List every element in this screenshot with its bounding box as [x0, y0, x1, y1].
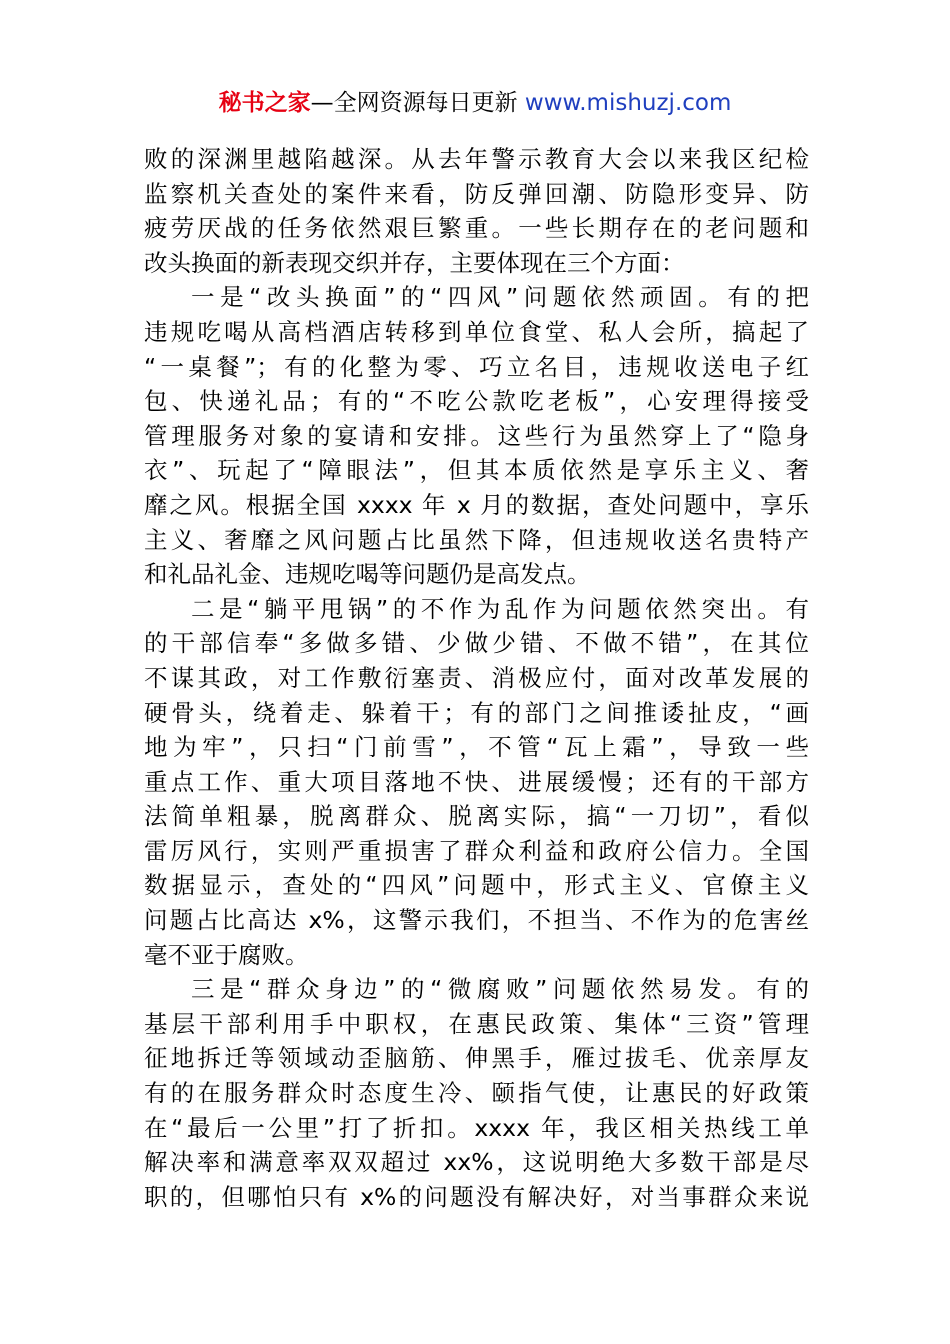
text-line: 在“最后一公里”打了折扣。xxxx 年，我区相关热线工单 [144, 1113, 809, 1142]
paragraph-2-start: 二是“躺平甩锅”的不作为乱作为问题依然突出。有 [191, 594, 809, 623]
text-line: 包、快递礼品；有的“不吃公款吃老板”，心安理得接受 [144, 387, 809, 416]
text-line: “一桌餐”；有的化整为零、巧立名目，违规收送电子红 [144, 352, 809, 381]
text-line: 职的，但哪怕只有 x%的问题没有解决好，对当事群众来说 [144, 1182, 809, 1211]
text-line: 主义、奢靡之风问题占比虽然下降，但违规收送名贵特产 [144, 525, 809, 554]
site-url-link[interactable]: www.mishuzj.com [524, 90, 732, 116]
text-line: 改头换面的新表现交织并存，主要体现在三个方面： [144, 248, 685, 277]
text-line: 地为牢”，只扫“门前雪”，不管“瓦上霜”，导致一些 [144, 733, 809, 762]
text-line: 违规吃喝从高档酒店转移到单位食堂、私人会所，搞起了 [144, 317, 809, 346]
paragraph-3-start: 三是“群众身边”的“微腐败”问题依然易发。有的 [191, 975, 809, 1004]
text-line: 法简单粗暴，脱离群众、脱离实际，搞“一刀切”，看似 [144, 802, 809, 831]
text-line: 重点工作、重大项目落地不快、进展缓慢；还有的干部方 [144, 767, 809, 796]
brand-name: 秘书之家 [218, 90, 311, 116]
text-line: 不谋其政，对工作敷衍塞责、消极应付，面对改革发展的 [144, 663, 809, 692]
text-line: 解决率和满意率双双超过 xx%，这说明绝大多数干部是尽 [144, 1148, 809, 1177]
text-line: 衣”、玩起了“障眼法”，但其本质依然是享乐主义、奢 [144, 456, 809, 485]
text-line: 数据显示，查处的“四风”问题中，形式主义、官僚主义 [144, 871, 809, 900]
text-line: 毫不亚于腐败。 [144, 940, 309, 969]
paragraph-1-start: 一是“改头换面”的“四风”问题依然顽固。有的把 [191, 283, 809, 312]
text-line: 败的深渊里越陷越深。从去年警示教育大会以来我区纪检 [144, 145, 809, 173]
text-line: 基层干部利用手中职权，在惠民政策、集体“三资”管理 [144, 1009, 809, 1038]
header-tagline: —全网资源每日更新 [310, 90, 525, 116]
text-line: 监察机关查处的案件来看，防反弹回潮、防隐形变异、防 [144, 179, 809, 208]
document-body [144, 142, 809, 1214]
text-line: 征地拆迁等领域动歪脑筋、伸黑手，雁过拔毛、优亲厚友 [144, 1044, 809, 1073]
text-line: 靡之风。根据全国 xxxx 年 x 月的数据，查处问题中，享乐 [144, 490, 809, 519]
text-line: 的干部信奉“多做多错、少做少错、不做不错”，在其位 [144, 629, 809, 658]
text-line: 和礼品礼金、违规吃喝等问题仍是高发点。 [144, 560, 591, 589]
site-header [0, 86, 950, 120]
text-line: 疲劳厌战的任务依然艰巨繁重。一些长期存在的老问题和 [144, 214, 809, 243]
text-line: 雷厉风行，实则严重损害了群众利益和政府公信力。全国 [144, 836, 809, 865]
text-line: 硬骨头，绕着走、躲着干；有的部门之间推诿扯皮，“画 [144, 698, 809, 727]
text-line: 管理服务对象的宴请和安排。这些行为虽然穿上了“隐身 [144, 421, 809, 450]
text-line: 有的在服务群众时态度生冷、颐指气使，让惠民的好政策 [144, 1079, 809, 1108]
text-line: 问题占比高达 x%，这警示我们，不担当、不作为的危害丝 [144, 906, 809, 935]
